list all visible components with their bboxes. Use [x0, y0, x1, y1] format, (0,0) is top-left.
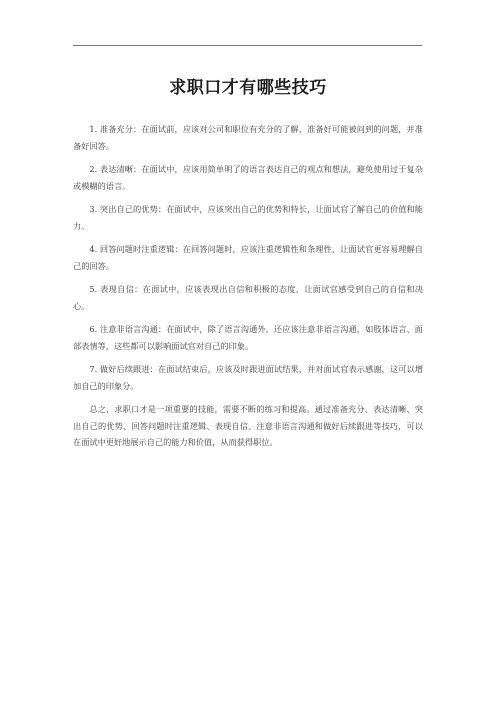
paragraph-1: 1. 准备充分：在面试前，应该对公司和职位有充分的了解，准备好可能被问到的问题，并准备好回答。: [73, 124, 423, 151]
document-title: 求职口才有哪些技巧: [169, 78, 327, 98]
paragraph-3: 3. 突出自己的优势：在面试中，应该突出自己的优势和特长，让面试官了解自己的价值和能力。: [73, 204, 423, 231]
document-body: [73, 121, 423, 458]
paragraph-2: 2. 表达清晰：在面试中，应该用简单明了的语言表达自己的观点和想法，避免使用过于复杂或模糊的语言。: [73, 164, 423, 191]
paragraph-4: 4. 回答问题时注重逻辑：在回答问题时，应该注重逻辑性和条理性，让面试官更容易理解自己的回答。: [73, 244, 423, 271]
header-rule: [73, 45, 422, 46]
paragraph-7: 7. 做好后续跟进：在面试结束后，应该及时跟进面试结果，并对面试官表示感谢，这可以增加自己的印象分。: [73, 364, 423, 391]
summary-paragraph: 总之，求职口才是一项重要的技能，需要不断的练习和提高。通过准备充分、表达清晰、突出自己的优势、回答问题时注重逻辑、表现自信、注意非语言沟通和做好后续跟进等技巧，可以在面试中更好地展示自己的能力和价值，从而获得职位。: [73, 404, 423, 447]
paragraph-6: 6. 注意非语言沟通：在面试中，除了语言沟通外，还应该注意非语言沟通，如肢体语言、面部表情等，这些都可以影响面试官对自己的印象。: [73, 324, 423, 351]
paragraph-5: 5. 表现自信：在面试中，应该表现出自信和积极的态度，让面试官感受到自己的自信和决心。: [73, 284, 423, 311]
